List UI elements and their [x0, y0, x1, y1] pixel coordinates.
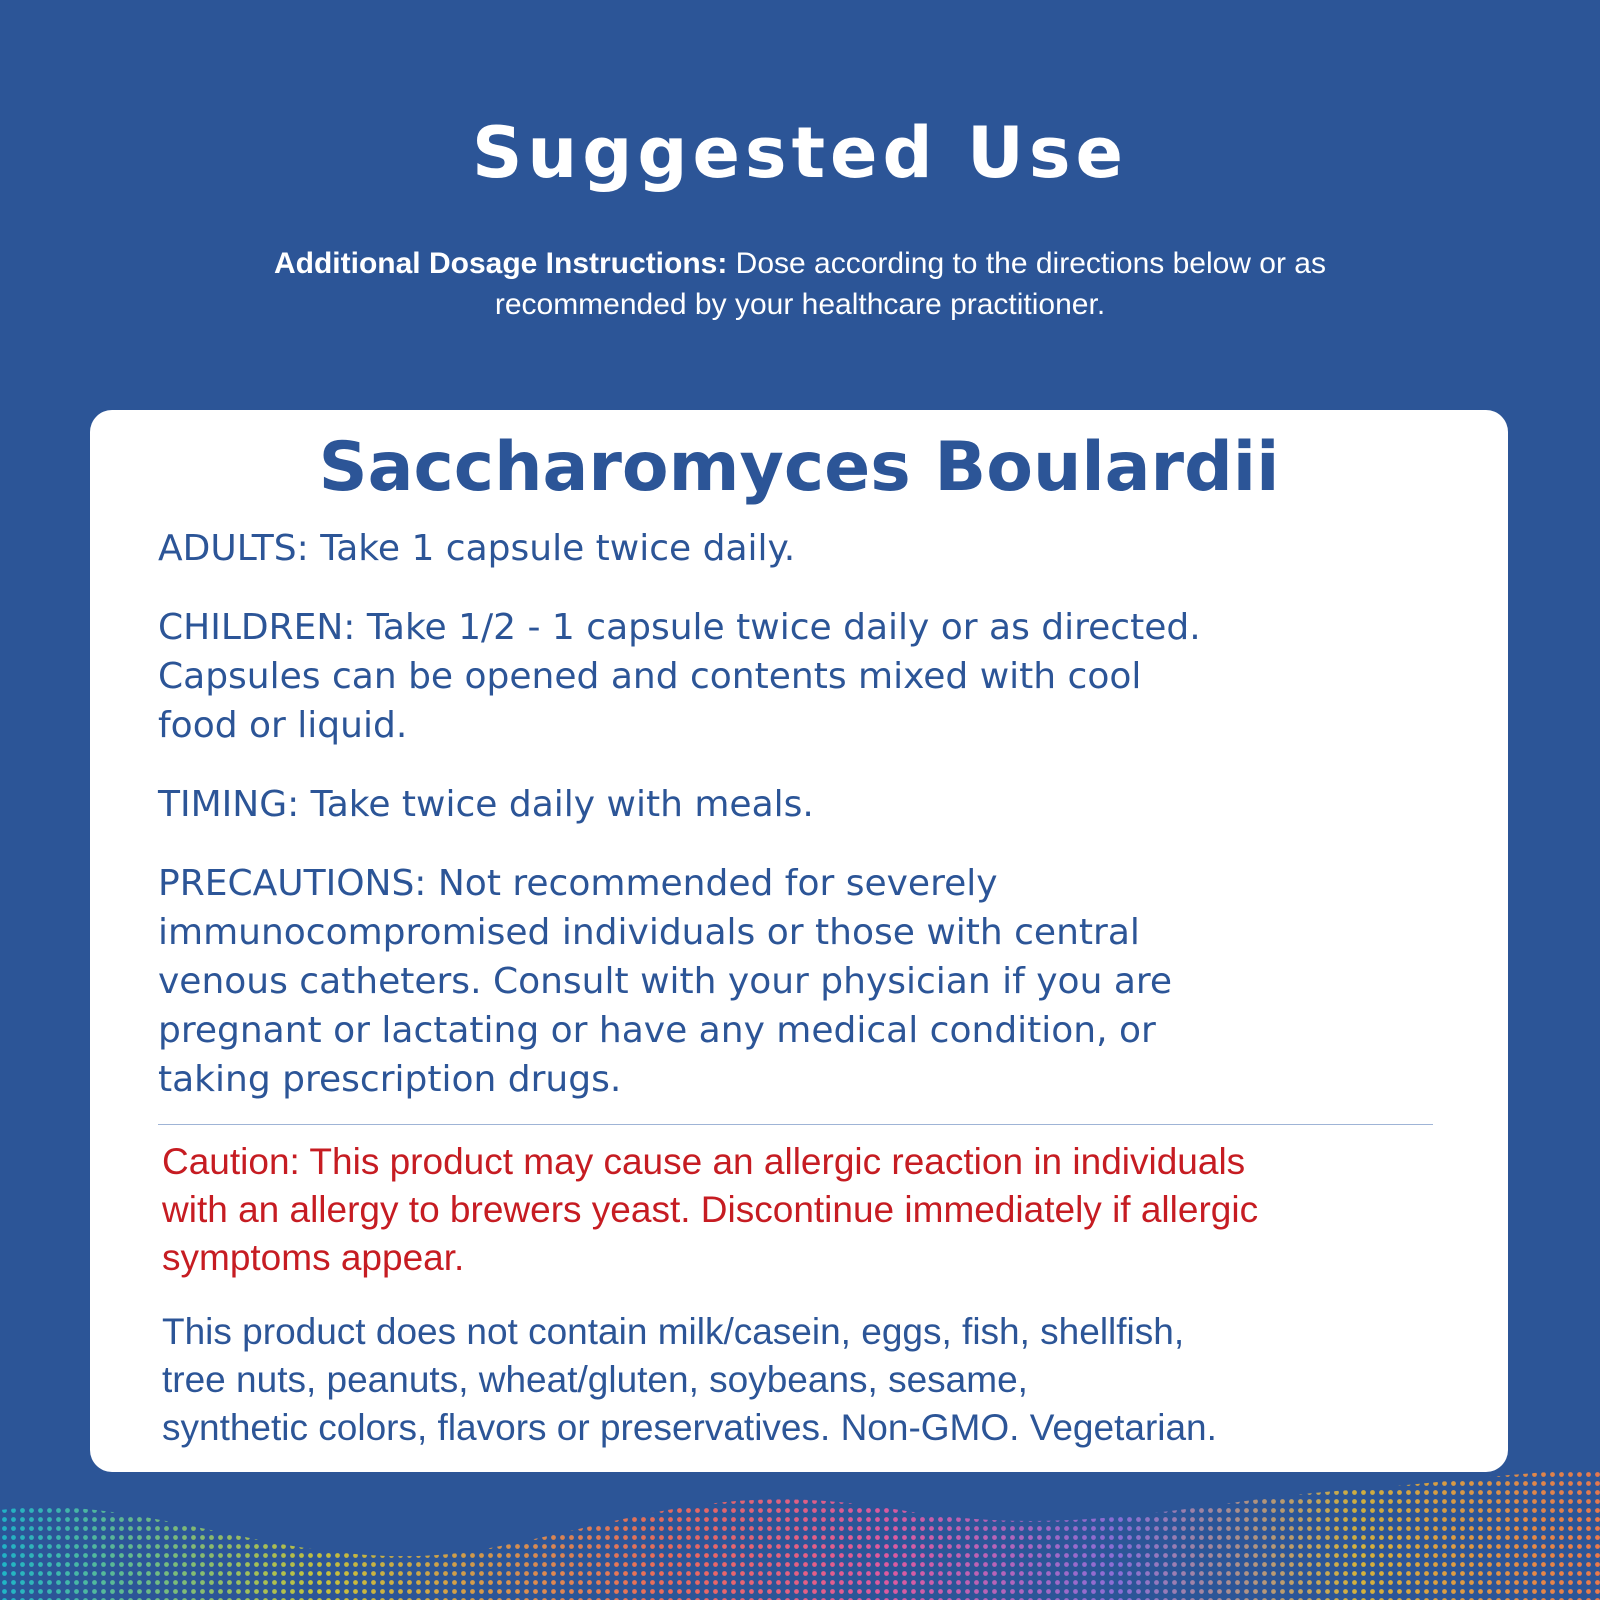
page-title: Suggested Use	[471, 112, 1128, 194]
directions-card	[90, 410, 1508, 1472]
dosage-instructions-label: Additional Dosage Instructions:	[273, 247, 728, 280]
allergen-statement: This product does not contain milk/casein, eggs, fish, shellfish, tree nuts, peanuts, wheat/gluten, soybeans, sesame, synthetic colors, flavors or preservatives. Non-GMO. Vegetarian.	[162, 1311, 1217, 1448]
decorative-wave-art	[0, 1470, 1600, 1600]
directions-list	[158, 524, 1458, 1134]
product-name: Saccharomyces Boulardii	[318, 428, 1280, 507]
caution-text: Caution: This product may cause an allergic reaction in individuals with an allergy to brewers yeast. Discontinue immediately if allergic symptoms appear.	[162, 1141, 1259, 1278]
divider	[158, 1124, 1433, 1125]
timing-directions: TIMING: Take twice daily with meals.	[158, 784, 814, 825]
precautions-text: PRECAUTIONS: Not recommended for severely immunocompromised individuals or those with central venous catheters. Consult with your physician if you are pregnant or lactating or have any medical condition, or taking prescription drugs.	[158, 863, 1173, 1100]
adults-directions: ADULTS: Take 1 capsule twice daily.	[158, 528, 796, 569]
children-directions: CHILDREN: Take 1/2 - 1 capsule twice daily or as directed. Capsules can be opened and contents mixed with cool food or liquid.	[158, 607, 1201, 746]
dosage-instructions	[200, 243, 1400, 325]
dosage-instructions-text: Dose according to the directions below or as recommended by your healthcare practitioner.	[494, 247, 1326, 321]
